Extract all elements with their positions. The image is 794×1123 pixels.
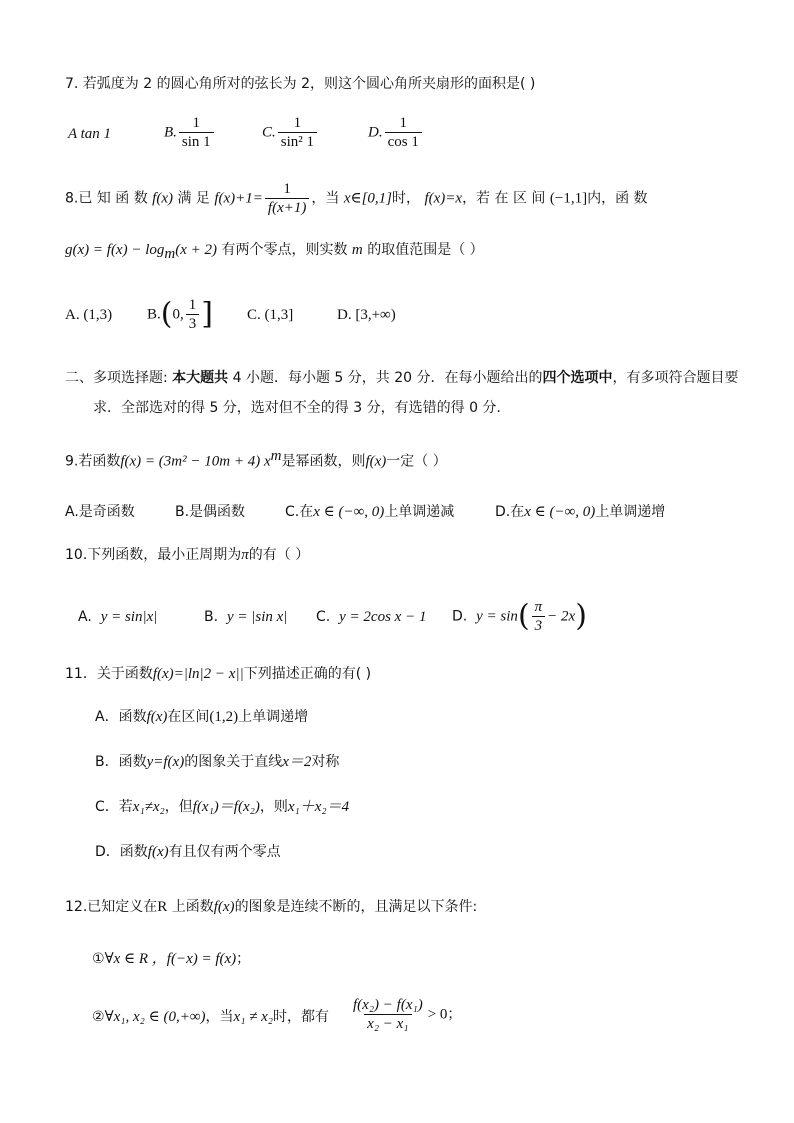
- q11-option-a: A．函数f(x)在区间(1,2)上单调递增: [95, 709, 309, 725]
- q7-option-a: A tan 1: [68, 126, 112, 142]
- q10-option-d: D. y = sin( $\frac{\pi}{3}$ − 2x): [452, 598, 587, 634]
- q11-option-c: C．若x₁≠x₂，但f(x₁)＝f(x₂)，则x₁＋x₂＝4: [95, 799, 350, 815]
- q11-stem: 11．关于函数f(x)=|ln|2 − x||下列描述正确的有( ): [65, 666, 372, 682]
- q7-option-d: D. $\frac{1}{\cos 1}$: [368, 114, 424, 151]
- q10-option-a: A. y = sin|x|: [78, 609, 158, 625]
- q11-option-d: D．函数f(x)有且仅有两个零点: [95, 844, 281, 860]
- q8-line1: 8.已 知 函 数 f(x) 满 足 f(x)+1= $\frac{1}{f(x+1)}$ ，当 x∈[0,1]时， f(x)=x，若 在 区 间 (−1,1]内，函 数: [65, 181, 648, 216]
- q7-option-b: B. $\frac{1}{\sin 1}$: [164, 114, 216, 151]
- q9-option-b: B.是偶函数: [175, 504, 246, 520]
- q10-option-b: B. y = |sin x|: [204, 609, 288, 625]
- q12-condition-1: ①∀x ∈ R ，f(−x) = f(x)；: [92, 951, 251, 967]
- section2-line1: 二、多项选择题: 本大题共 4 小题．每小题 5 分，共 20 分．在每小题给出的四个选项中，有多项符合题目要: [65, 370, 739, 386]
- section2-line2: 求．全部选对的得 5 分，选对但不全的得 3 分，有选错的得 0 分.: [93, 400, 501, 416]
- q8-option-a: A. (1,3): [65, 307, 113, 323]
- q8-option-b: B.(0, $\frac{1}{3}$ ]: [147, 296, 213, 332]
- q10-stem: 10.下列函数，最小正周期为π的有（ ）: [65, 547, 310, 563]
- q9-option-d: D.在x ∈ (−∞, 0)上单调递增: [495, 504, 666, 520]
- q9-option-a: A.是奇函数: [65, 504, 135, 520]
- q7-stem: 7. 若弧度为 2 的圆心角所对的弦长为 2，则这个圆心角所夹扇形的面积是( ): [65, 76, 536, 92]
- q9-stem: 9.若函数f(x) = (3m² − 10m + 4) $x^m$是幂函数，则f(x)一定（ ）: [65, 448, 447, 470]
- q9-option-c: C.在x ∈ (−∞, 0)上单调递减: [285, 504, 455, 520]
- q12-stem: 12.已知定义在R 上函数f(x)的图象是连续不断的，且满足以下条件:: [65, 899, 478, 915]
- q10-option-c: C. y = 2cos x − 1: [316, 609, 427, 625]
- q8-option-c: C. (1,3]: [247, 307, 294, 323]
- q8-line2: $g(x) = f(x) - \log_m(x + 2)$ 有两个零点，则实数 m 的取值范围是（ ）: [65, 242, 484, 262]
- q11-option-b: B．函数y=f(x)的图象关于直线x＝2对称: [95, 754, 340, 770]
- q7-option-c: C. $\frac{1}{\text{sin² 1}}$: [262, 114, 319, 151]
- q8-option-d: D. [3,+∞): [337, 307, 396, 323]
